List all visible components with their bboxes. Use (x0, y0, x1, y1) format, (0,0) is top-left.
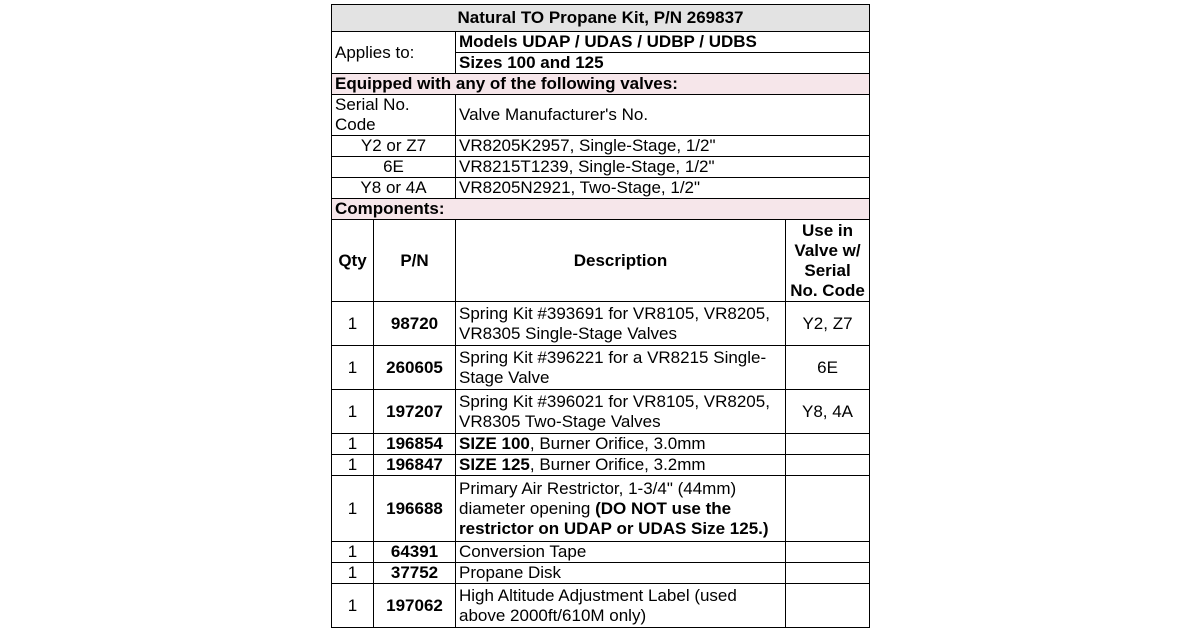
qty-cell: 1 (332, 476, 374, 542)
qty-header: Qty (332, 220, 374, 302)
pn-cell: 98720 (374, 302, 456, 346)
qty-cell: 1 (332, 346, 374, 390)
valve-row (332, 178, 870, 199)
component-row (332, 434, 870, 455)
description-text: Primary Air Restrictor, 1-3/4" (44mm) diameter opening (459, 478, 737, 518)
description-cell: Propane Disk (456, 563, 786, 584)
use-code-cell (786, 476, 870, 542)
use-code-cell: 6E (786, 346, 870, 390)
pn-cell: 196847 (374, 455, 456, 476)
valves-heading: Equipped with any of the following valves: (332, 74, 870, 95)
valve-number-cell: VR8215T1239, Single-Stage, 1/2" (456, 157, 870, 178)
pn-header: P/N (374, 220, 456, 302)
components-heading: Components: (332, 199, 870, 220)
serial-code-cell: Y8 or 4A (332, 178, 456, 199)
description-cell (456, 455, 786, 476)
qty-cell: 1 (332, 390, 374, 434)
size-label: SIZE 125 (459, 455, 530, 474)
component-row (332, 476, 870, 542)
qty-cell: 1 (332, 302, 374, 346)
description-header: Description (456, 220, 786, 302)
use-code-cell (786, 542, 870, 563)
serial-code-header: Serial No. Code (332, 95, 456, 136)
restrictor-warning: (DO NOT use the restrictor on UDAP or UDAS Size 125.) (459, 498, 769, 538)
models-cell: Models UDAP / UDAS / UDBP / UDBS (456, 32, 870, 53)
qty-cell: 1 (332, 434, 374, 455)
use-code-cell: Y8, 4A (786, 390, 870, 434)
qty-cell: 1 (332, 584, 374, 628)
pn-cell: 197207 (374, 390, 456, 434)
pn-cell: 197062 (374, 584, 456, 628)
description-cell: Spring Kit #396021 for VR8105, VR8205, VR8305 Two-Stage Valves (456, 390, 786, 434)
description-cell (456, 434, 786, 455)
use-code-cell: Y2, Z7 (786, 302, 870, 346)
component-row (332, 455, 870, 476)
description-text: , Burner Orifice, 3.2mm (529, 455, 706, 474)
pn-cell: 260605 (374, 346, 456, 390)
valve-number-cell: VR8205N2921, Two-Stage, 1/2" (456, 178, 870, 199)
component-row (332, 302, 870, 346)
valve-manufacturer-header: Valve Manufacturer's No. (456, 95, 870, 136)
qty-cell: 1 (332, 455, 374, 476)
valve-row (332, 136, 870, 157)
conversion-kit-table (331, 4, 870, 628)
use-in-valve-header: Use in Valve w/ Serial No. Code (786, 220, 870, 302)
component-row (332, 542, 870, 563)
serial-code-cell: 6E (332, 157, 456, 178)
pn-cell: 37752 (374, 563, 456, 584)
component-row (332, 346, 870, 390)
use-code-cell (786, 434, 870, 455)
description-cell: Spring Kit #396221 for a VR8215 Single-Stage Valve (456, 346, 786, 390)
valve-number-cell: VR8205K2957, Single-Stage, 1/2" (456, 136, 870, 157)
description-cell: Spring Kit #393691 for VR8105, VR8205, VR8305 Single-Stage Valves (456, 302, 786, 346)
qty-cell: 1 (332, 542, 374, 563)
serial-code-cell: Y2 or Z7 (332, 136, 456, 157)
size-label: SIZE 100 (459, 434, 530, 453)
component-row (332, 563, 870, 584)
qty-cell: 1 (332, 563, 374, 584)
applies-to-label: Applies to: (332, 32, 456, 74)
description-text: , Burner Orifice, 3.0mm (529, 434, 706, 453)
use-code-cell (786, 455, 870, 476)
pn-cell: 196854 (374, 434, 456, 455)
pn-cell: 64391 (374, 542, 456, 563)
pn-cell: 196688 (374, 476, 456, 542)
use-code-cell (786, 584, 870, 628)
description-cell: Conversion Tape (456, 542, 786, 563)
valve-row (332, 157, 870, 178)
description-cell: High Altitude Adjustment Label (used above 2000ft/610M only) (456, 584, 786, 628)
sizes-cell: Sizes 100 and 125 (456, 53, 870, 74)
component-row (332, 390, 870, 434)
kit-title: Natural TO Propane Kit, P/N 269837 (332, 5, 870, 32)
description-cell (456, 476, 786, 542)
use-code-cell (786, 563, 870, 584)
component-row (332, 584, 870, 628)
